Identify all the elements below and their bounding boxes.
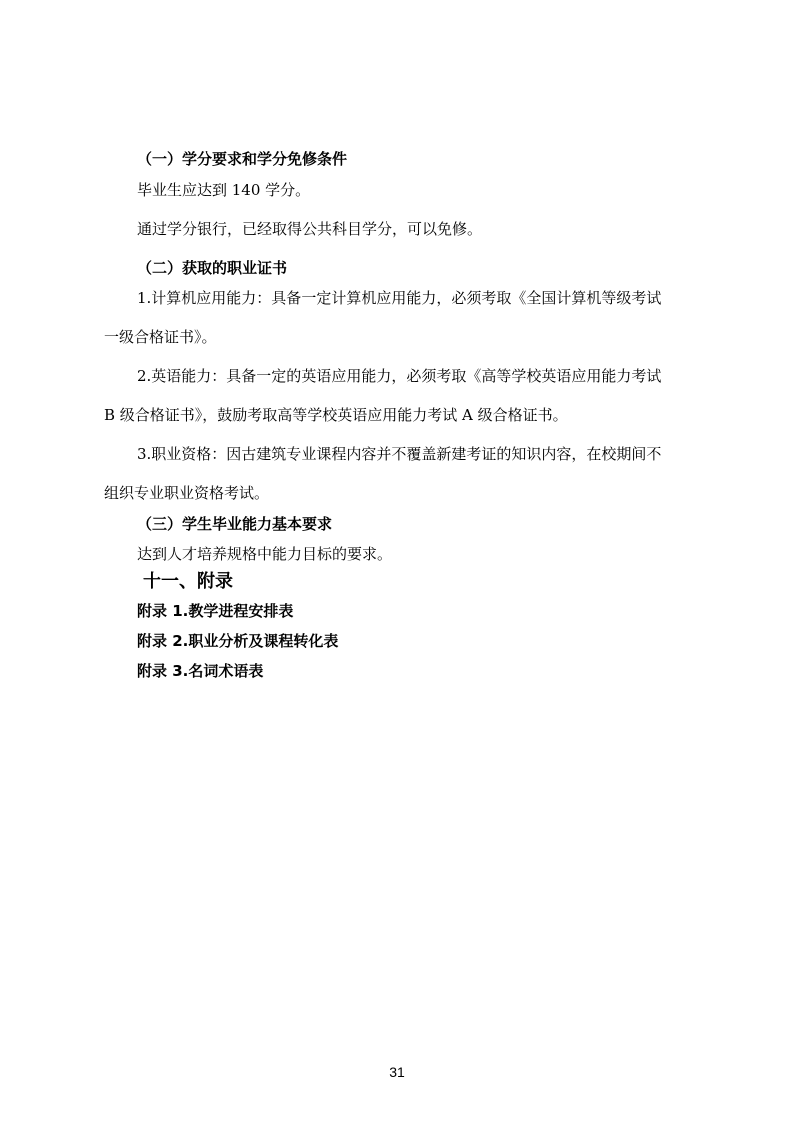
paragraph-computer-skill-line2: 一级合格证书》。 [104,328,217,346]
paragraph-vocational-qualification-line1: 3.职业资格：因古建筑专业课程内容并不覆盖新建考证的知识内容，在校期间不 [137,445,662,463]
appendix-item-vocational-analysis: 附录 2.职业分析及课程转化表 [137,632,339,650]
section-heading-certificates: （二）获取的职业证书 [137,259,288,277]
paragraph-english-skill-line1: 2.英语能力：具备一定的英语应用能力，必须考取《高等学校英语应用能力考试 [137,367,662,385]
chapter-heading-appendix: 十一、附录 [143,571,233,592]
paragraph-credit-bank-exemption: 通过学分银行，已经取得公共科目学分，可以免修。 [137,220,483,238]
section-heading-credit-requirements: （一）学分要求和学分免修条件 [137,150,348,168]
page-number: 31 [389,1064,405,1080]
paragraph-vocational-qualification-line2: 组织专业职业资格考试。 [104,484,270,502]
paragraph-computer-skill-line1: 1.计算机应用能力：具备一定计算机应用能力，必须考取《全国计算机等级考试 [137,289,662,307]
section-heading-graduate-abilities: （三）学生毕业能力基本要求 [137,515,333,533]
paragraph-ability-goals: 达到人才培养规格中能力目标的要求。 [137,545,393,563]
appendix-item-teaching-schedule: 附录 1.教学进程安排表 [137,602,294,620]
paragraph-english-skill-line2: B 级合格证书》，鼓励考取高等学校英语应用能力考试 A 级合格证书。 [104,406,568,424]
appendix-item-glossary: 附录 3.名词术语表 [137,662,264,680]
paragraph-graduation-credits: 毕业生应达到 140 学分。 [137,181,311,199]
